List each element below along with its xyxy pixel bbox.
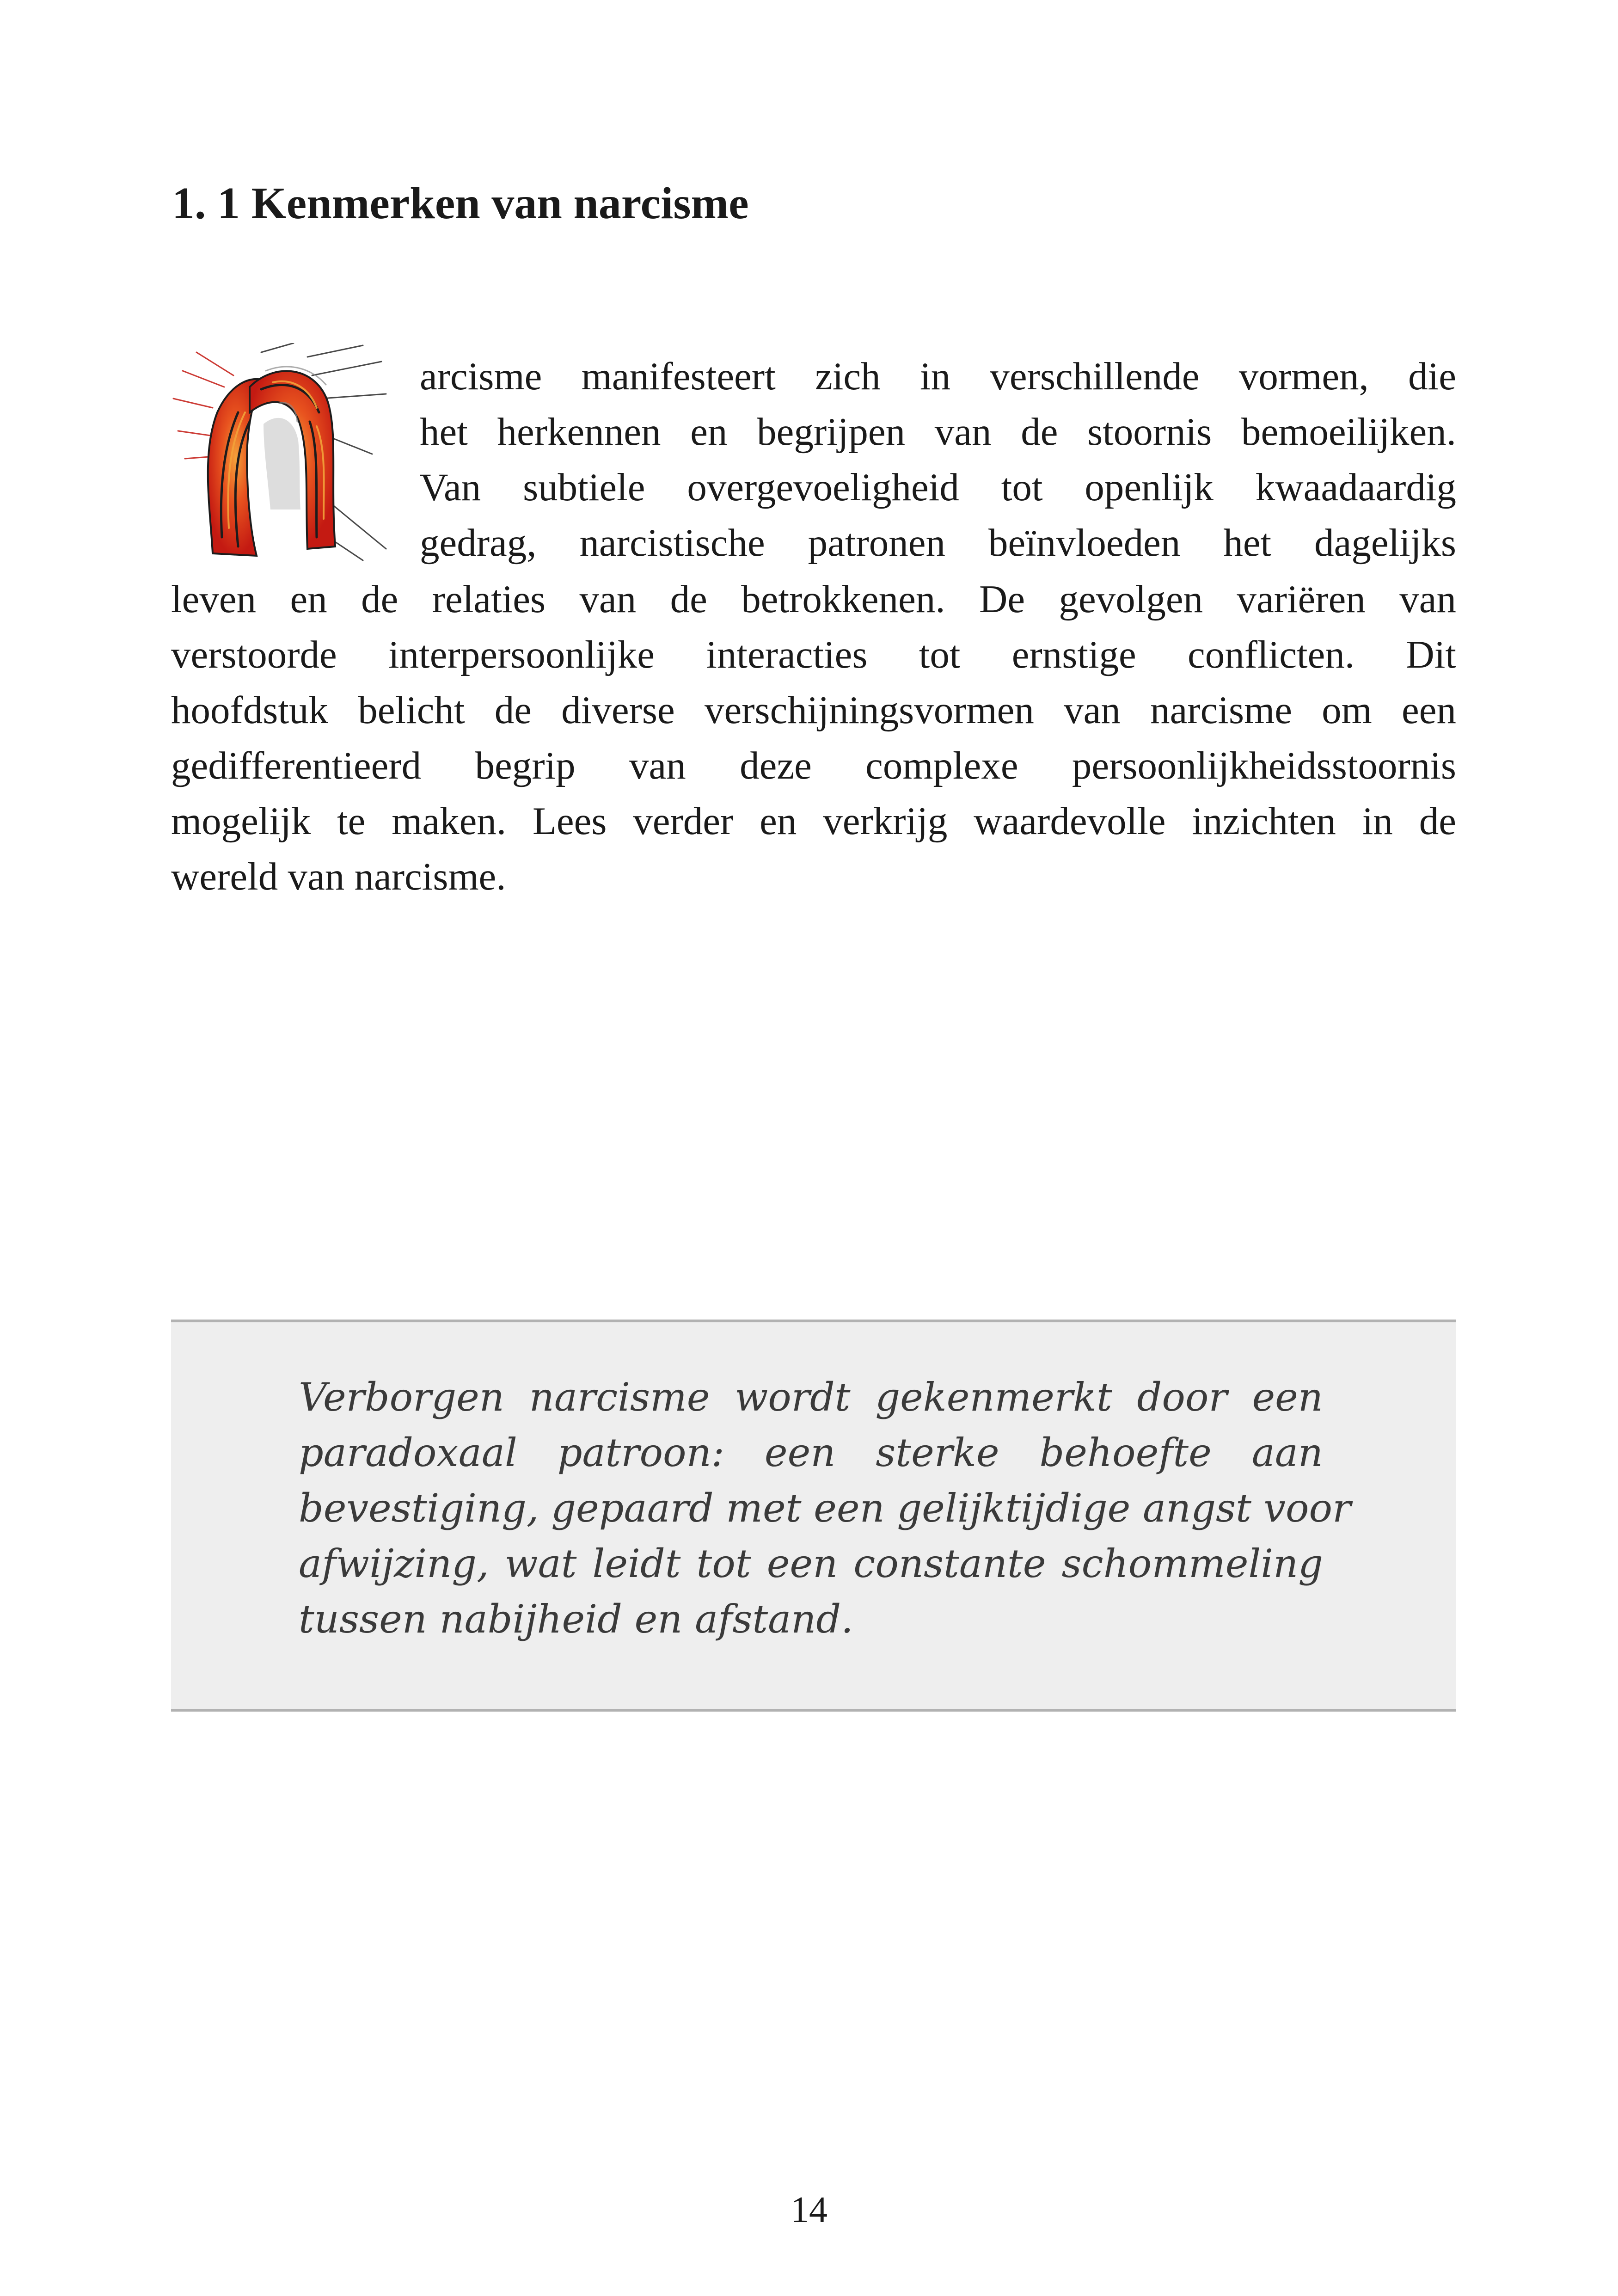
section-heading: 1. 1 Kenmerken van narcisme (172, 178, 749, 228)
callout-text-line: Verborgen narcisme wordt gekenmerkt door een (299, 1375, 1323, 1420)
highlight-callout-box (171, 1320, 1456, 1712)
body-text-line: wereld van narcisme. (171, 855, 506, 898)
body-text-line: arcisme manifesteert zich in verschillende vormen, die (420, 355, 1456, 398)
page-number: 14 (791, 2190, 827, 2230)
body-text-line: verstoorde interpersoonlijke interacties tot ernstige conflicten. Dit (171, 633, 1456, 676)
callout-text-line: afwijzing, wat leidt tot een constante schommeling (299, 1541, 1323, 1586)
decorative-drop-cap-n-icon (169, 343, 391, 565)
body-text-line: hoofdstuk belicht de diverse verschijningsvormen van narcisme om een (171, 688, 1456, 732)
callout-text-line: paradoxaal patroon: een sterke behoefte aan (299, 1430, 1323, 1475)
body-text-line: mogelijk te maken. Lees verder en verkrijg waardevolle inzichten in de (171, 799, 1456, 843)
body-text-line: Van subtiele overgevoeligheid tot openlijk kwaadaardig (420, 466, 1456, 509)
callout-text-line: tussen nabijheid en afstand. (299, 1596, 853, 1642)
body-text-line: gedifferentieerd begrip van deze complexe persoonlijkheidsstoornis (171, 744, 1456, 787)
body-text-line: leven en de relaties van de betrokkenen. De gevolgen variëren van (171, 577, 1456, 621)
body-text-line: het herkennen en begrijpen van de stoornis bemoeilijken. (420, 410, 1456, 454)
body-text-line: gedrag, narcistische patronen beïnvloeden het dagelijks (420, 521, 1456, 565)
callout-text-line: bevestiging, gepaard met een gelijktijdige angst voor (299, 1486, 1351, 1531)
